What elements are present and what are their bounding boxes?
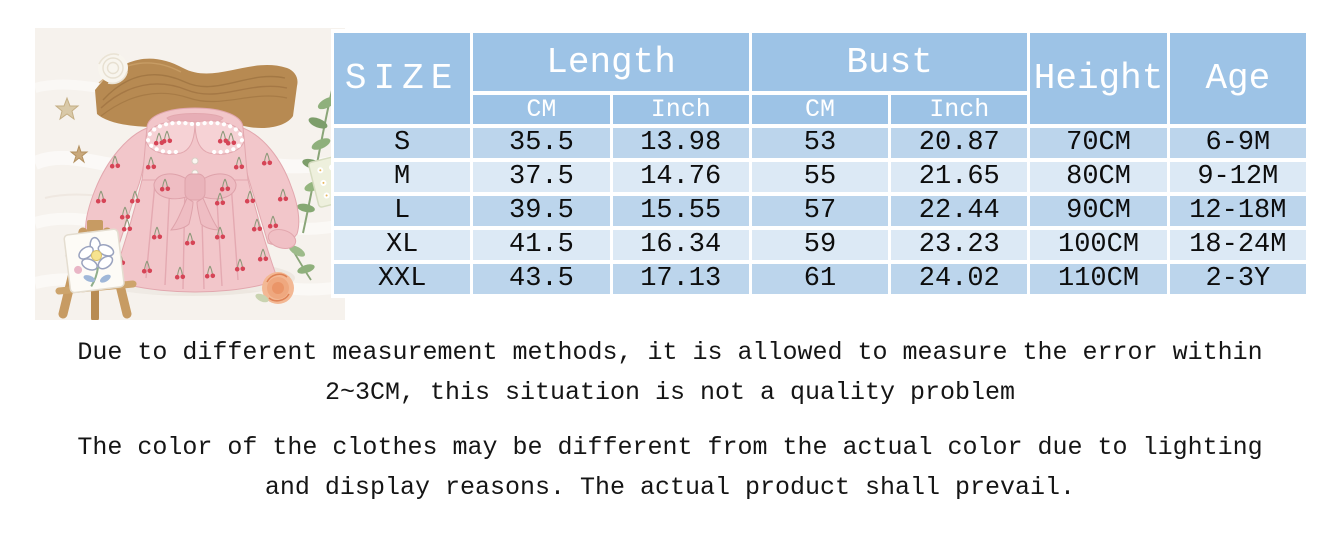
cell-length-inch: 13.98: [613, 128, 749, 158]
cell-length-inch: 14.76: [613, 162, 749, 192]
table-row-m: [334, 162, 1306, 192]
cell-length-cm: 37.5: [473, 162, 609, 192]
column-header-length: Length: [473, 33, 749, 91]
cell-height: 90CM: [1030, 196, 1166, 226]
cell-age: 9-12M: [1170, 162, 1306, 192]
cell-bust-inch: 21.65: [891, 162, 1027, 192]
subheader-bust-inch: Inch: [891, 95, 1027, 124]
cell-size: L: [334, 196, 470, 226]
table-row-xxl: [334, 264, 1306, 294]
cell-age: 18-24M: [1170, 230, 1306, 260]
column-header-age: Age: [1170, 33, 1306, 124]
cell-age: 2-3Y: [1170, 264, 1306, 294]
cell-size: XXL: [334, 264, 470, 294]
dress-flatlay-illustration: [35, 28, 345, 320]
size-chart-table: [331, 29, 1309, 298]
cell-age: 12-18M: [1170, 196, 1306, 226]
cell-bust-cm: 55: [752, 162, 888, 192]
column-header-height: Height: [1030, 33, 1166, 124]
cell-age: 6-9M: [1170, 128, 1306, 158]
color-disclaimer-line2: and display reasons. The actual product shall prevail.: [264, 473, 1076, 502]
header-row-main: [334, 33, 1306, 91]
cell-length-inch: 16.34: [613, 230, 749, 260]
cell-length-cm: 39.5: [473, 196, 609, 226]
cell-length-inch: 17.13: [613, 264, 749, 294]
cell-bust-cm: 61: [752, 264, 888, 294]
cell-height: 80CM: [1030, 162, 1166, 192]
table-row-xl: [334, 230, 1306, 260]
cell-bust-inch: 22.44: [891, 196, 1027, 226]
cell-height: 110CM: [1030, 264, 1166, 294]
cell-height: 70CM: [1030, 128, 1166, 158]
column-header-bust: Bust: [752, 33, 1028, 91]
cell-size: M: [334, 162, 470, 192]
product-photo: [35, 28, 345, 320]
table-row-l: [334, 196, 1306, 226]
table-row-s: [334, 128, 1306, 158]
cell-bust-inch: 23.23: [891, 230, 1027, 260]
measurement-disclaimer: [0, 333, 1340, 413]
subheader-length-cm: CM: [473, 95, 609, 124]
column-header-size: SIZE: [334, 33, 470, 124]
cell-bust-cm: 53: [752, 128, 888, 158]
cell-height: 100CM: [1030, 230, 1166, 260]
color-disclaimer-line1: The color of the clothes may be different from the actual color due to lighting: [77, 433, 1263, 462]
cell-bust-inch: 20.87: [891, 128, 1027, 158]
measurement-disclaimer-line2: 2~3CM, this situation is not a quality problem: [324, 378, 1016, 407]
cell-length-inch: 15.55: [613, 196, 749, 226]
cell-length-cm: 41.5: [473, 230, 609, 260]
cell-size: XL: [334, 230, 470, 260]
cell-bust-cm: 57: [752, 196, 888, 226]
subheader-bust-cm: CM: [752, 95, 888, 124]
cell-size: S: [334, 128, 470, 158]
subheader-length-inch: Inch: [613, 95, 749, 124]
cell-bust-cm: 59: [752, 230, 888, 260]
cell-bust-inch: 24.02: [891, 264, 1027, 294]
measurement-disclaimer-line1: Due to different measurement methods, it is allowed to measure the error within: [77, 338, 1263, 367]
cell-length-cm: 35.5: [473, 128, 609, 158]
cell-length-cm: 43.5: [473, 264, 609, 294]
color-disclaimer: [0, 428, 1340, 508]
